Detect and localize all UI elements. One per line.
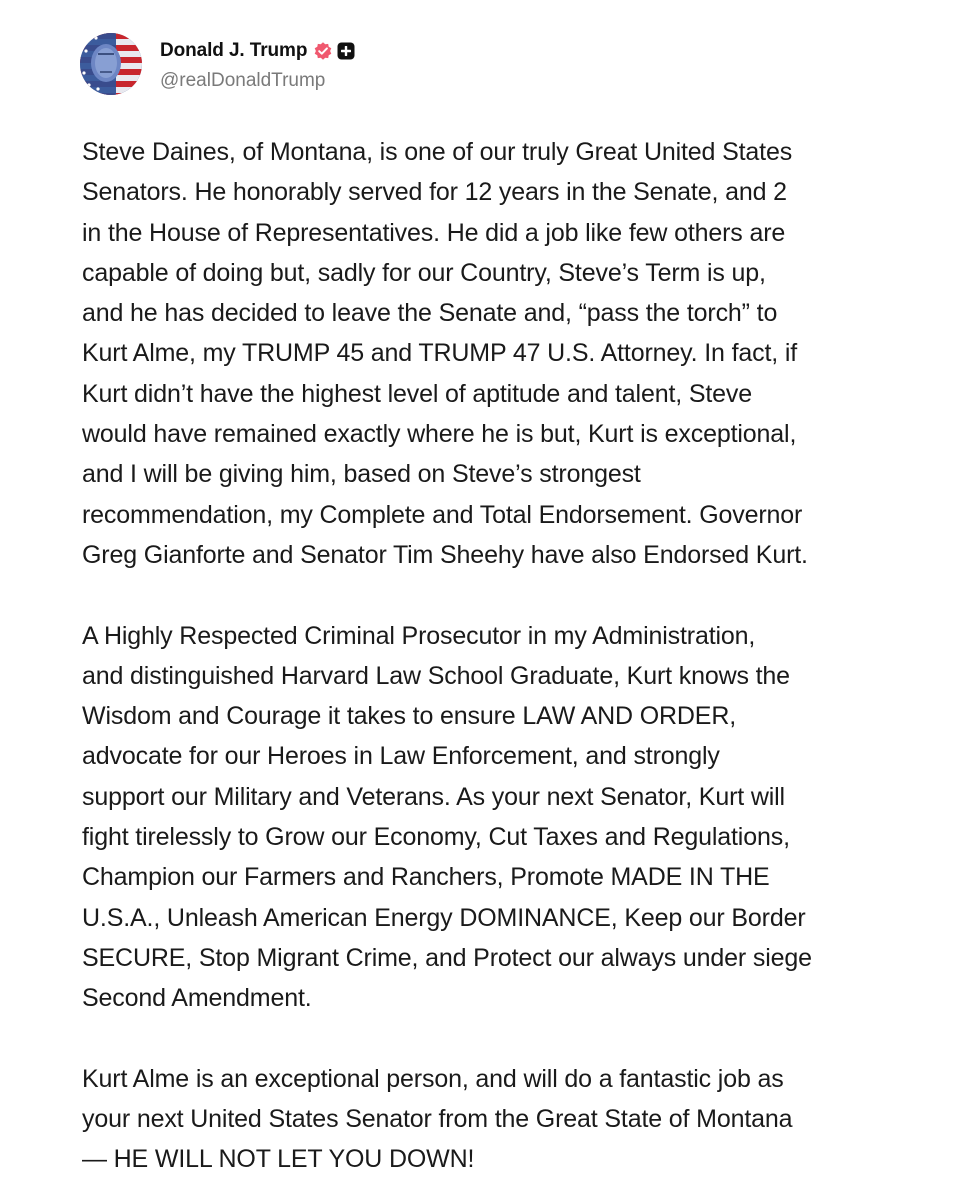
post-paragraph: Steve Daines, of Montana, is one of our truly Great United States Senators. He honorably served for 12 years in the Senate, and 2 in the House of Representatives. He did a job like few others are capable of doing but, sadly for our Country, Steve’s Term is up, and he has decided to leave the Senate and, “pass the torch” to Kurt Alme, my TRUMP 45 and TRUMP 47 U.S. Attorney. In fact, if Kurt didn’t have the highest level of aptitude and talent, Steve would have remained exactly where he is but, Kurt is exceptional, and I will be giving him, based on Steve’s strongest recommendation, my Complete and Total Endorsement. Governor Greg Gianforte and Senator Tim Sheehy have also Endorsed Kurt.: [82, 138, 808, 569]
handle[interactable]: @realDonaldTrump: [160, 70, 326, 91]
flag-portrait-avatar-icon: [80, 33, 142, 95]
avatar[interactable]: [80, 33, 142, 95]
author-identity: [160, 36, 355, 92]
plus-square-icon: [337, 42, 355, 60]
verified-badge-icon: [313, 41, 333, 61]
name-row: [160, 36, 355, 66]
display-name[interactable]: Donald J. Trump: [160, 40, 308, 61]
post-header: [80, 33, 355, 95]
post-body: [82, 132, 902, 1180]
post-paragraph: Kurt Alme is an exceptional person, and will do a fantastic job as your next United States Senator from the Great State of Montana — HE WILL NOT LET YOU DOWN!: [82, 1064, 793, 1174]
post-paragraph: A Highly Respected Criminal Prosecutor in my Administration, and distinguished Harvard Law School Graduate, Kurt knows the Wisdom and Courage it takes to ensure LAW AND ORDER, advocate for our Heroes in Law Enforcement, and strongly support our Military and Veterans. As your next Senator, Kurt will fight tirelessly to Grow our Economy, Cut Taxes and Regulations, Champion our Farmers and Ranchers, Promote MADE IN THE U.S.A., Unleash American Energy DOMINANCE, Keep our Border SECURE, Stop Migrant Crime, and Protect our always under siege Second Amendment.: [82, 621, 812, 1013]
